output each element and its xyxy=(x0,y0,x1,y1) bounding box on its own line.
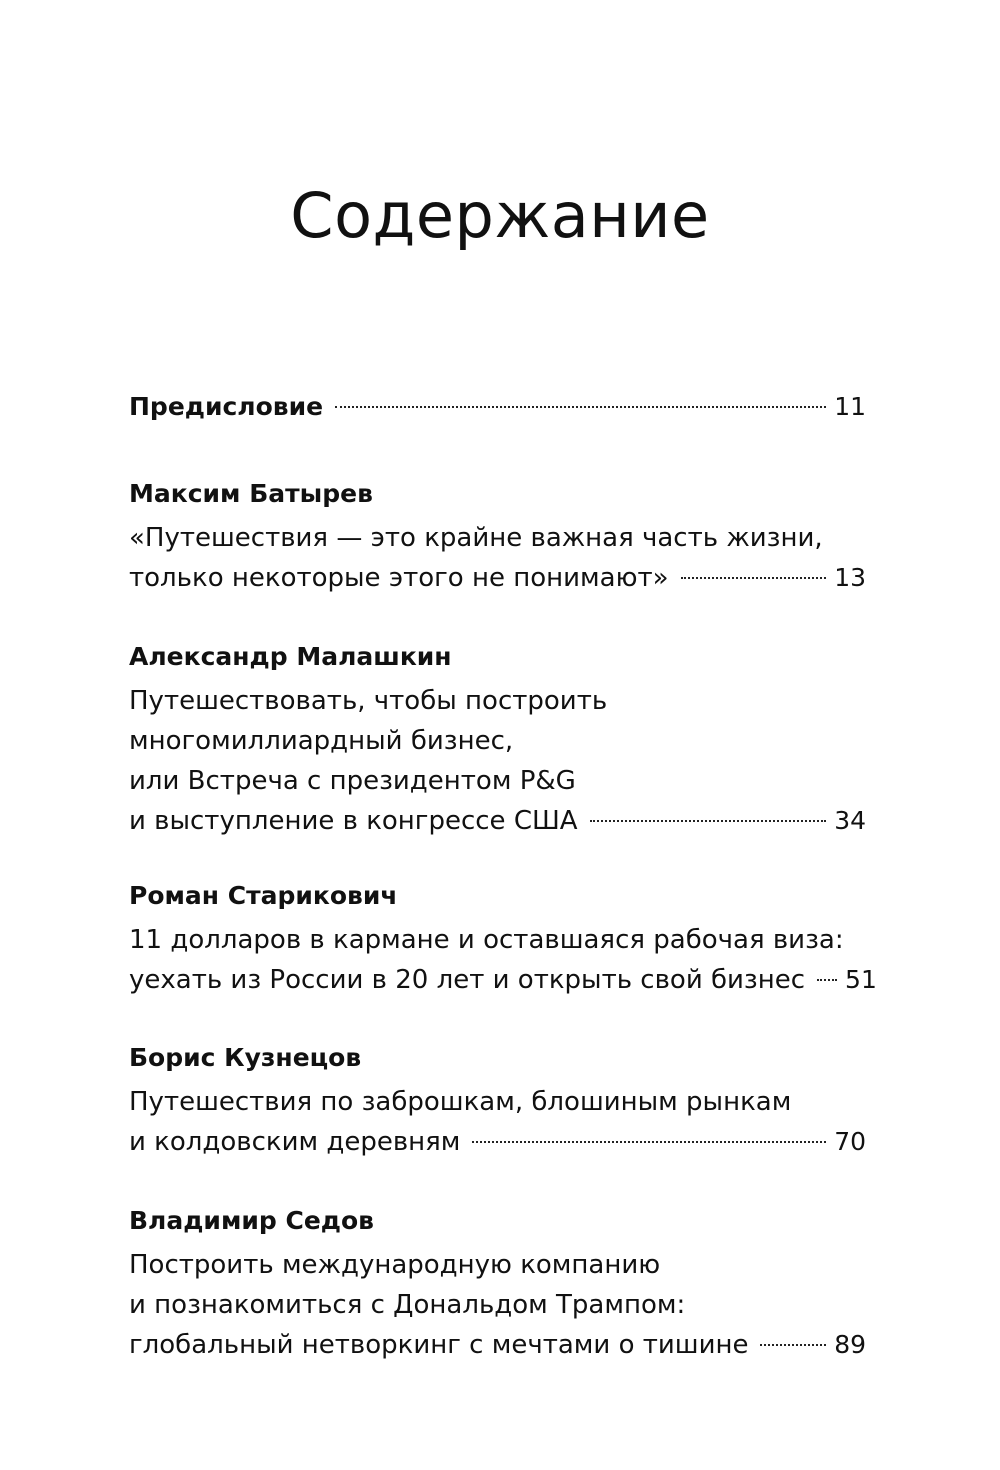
entry-title-line: и познакомиться с Дональдом Трампом: xyxy=(129,1290,686,1320)
toc-line xyxy=(129,801,866,841)
page-number: 11 xyxy=(834,392,866,421)
entry-title-line: 11 долларов в кармане и оставшаяся рабочая виза: xyxy=(129,925,844,955)
toc-entry-kuznetsov[interactable] xyxy=(129,1038,866,1162)
toc-line xyxy=(129,1082,866,1122)
entry-title: Предисловие xyxy=(129,392,324,421)
entry-title-line: Путешествовать, чтобы построить xyxy=(129,686,608,716)
author-name: Борис Кузнецов xyxy=(129,1043,362,1072)
toc-line xyxy=(129,960,877,1000)
toc-entry-sedov[interactable] xyxy=(129,1201,866,1365)
entry-title-line: глобальный нетворкинг с мечтами о тишине xyxy=(129,1330,749,1360)
page-title: Содержание xyxy=(290,179,710,252)
dot-leader xyxy=(472,1141,826,1143)
entry-title-line: Путешествия по заброшкам, блошиным рынкам xyxy=(129,1087,792,1117)
toc-line xyxy=(129,681,866,721)
toc-line xyxy=(129,387,866,427)
entry-title-line: и колдовским деревням xyxy=(129,1127,461,1157)
entry-title-line: многомиллиардный бизнес, xyxy=(129,726,514,756)
toc-line xyxy=(129,518,866,558)
toc-line xyxy=(129,1122,866,1162)
toc-line xyxy=(129,1325,866,1365)
toc-entry-starikovich[interactable] xyxy=(129,876,877,1000)
author-name: Владимир Седов xyxy=(129,1206,374,1235)
page-number: 34 xyxy=(834,806,866,835)
entry-title-line: или Встреча с президентом P&G xyxy=(129,766,576,796)
toc-line xyxy=(129,761,866,801)
page-number: 89 xyxy=(834,1330,866,1359)
dot-leader xyxy=(590,820,827,822)
dot-leader xyxy=(760,1344,826,1346)
entry-title-line: Построить международную компанию xyxy=(129,1250,661,1280)
author-name: Максим Батырев xyxy=(129,479,373,508)
entry-title-line: «Путешествия — это крайне важная часть жизни, xyxy=(129,523,823,553)
toc-line xyxy=(129,1245,866,1285)
page-number: 13 xyxy=(834,563,866,592)
page-number: 70 xyxy=(834,1127,866,1156)
entry-title-line: уехать из России в 20 лет и открыть свой бизнес xyxy=(129,965,806,995)
toc-entry-preface[interactable] xyxy=(129,387,866,427)
toc-line xyxy=(129,1285,866,1325)
toc-line xyxy=(129,920,866,960)
dot-leader xyxy=(335,406,826,408)
toc-entry-malashkin[interactable] xyxy=(129,637,866,841)
toc-line xyxy=(129,721,866,761)
toc-line xyxy=(129,558,866,598)
entry-title-line: и выступление в конгрессе США xyxy=(129,806,578,836)
author-name: Александр Малашкин xyxy=(129,642,452,671)
toc-entry-batyrev[interactable] xyxy=(129,474,866,598)
entry-title-line: только некоторые этого не понимают» xyxy=(129,563,669,593)
author-name: Роман Старикович xyxy=(129,881,398,910)
page-number: 51 xyxy=(845,965,877,994)
dot-leader xyxy=(681,577,827,579)
dot-leader xyxy=(817,979,837,981)
